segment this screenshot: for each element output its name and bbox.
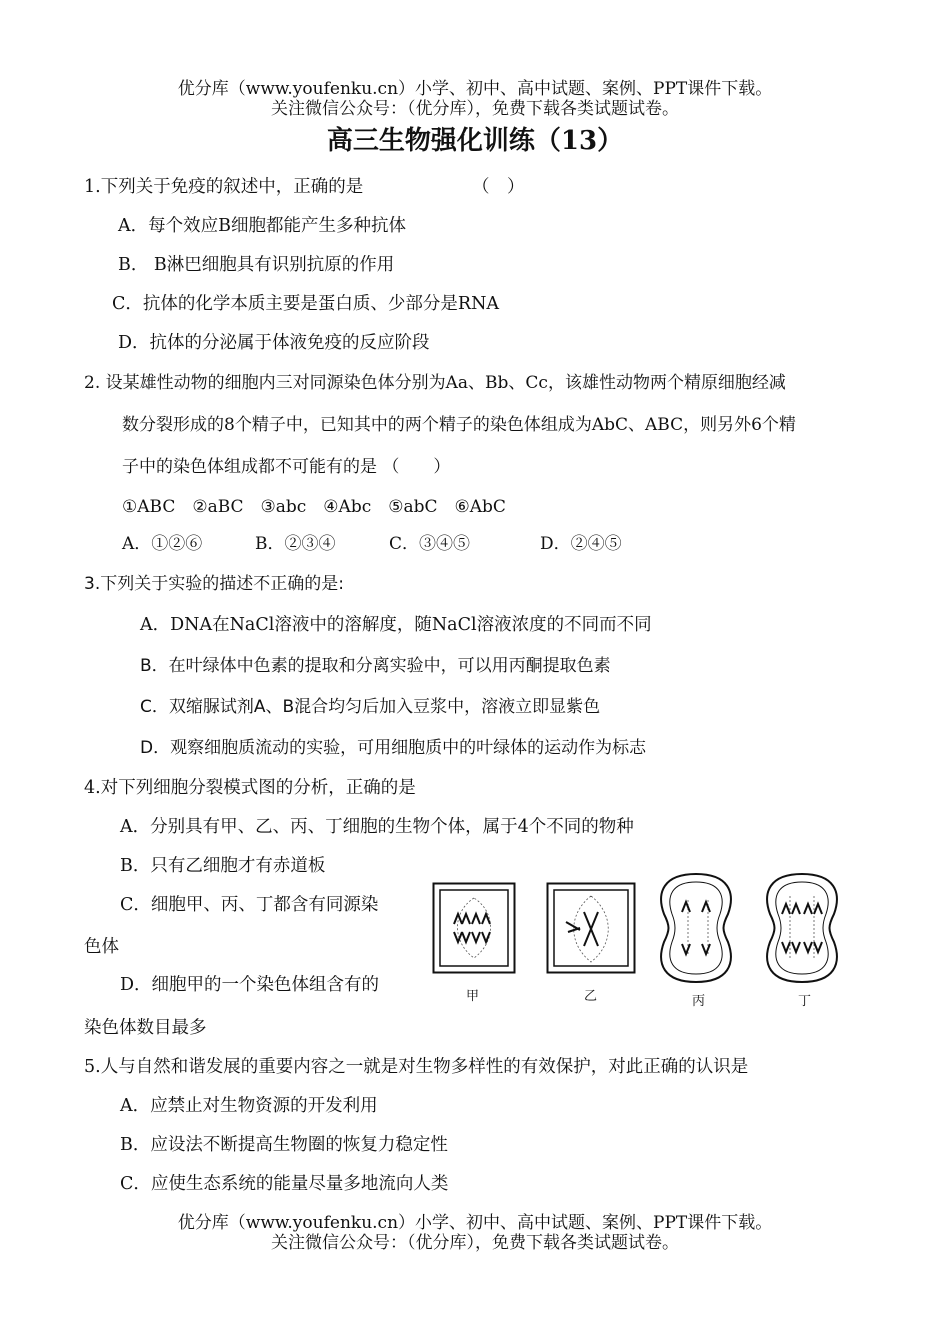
q4-stem: 4.对下列细胞分裂模式图的分析，正确的是 <box>84 778 416 798</box>
q5-option-b: B．应设法不断提高生物圈的恢复力稳定性 <box>120 1135 448 1155</box>
q2-option-c: C．③④⑤ <box>389 534 471 554</box>
q1-answer-blank: （ ） <box>472 177 525 197</box>
q1-option-c: C．抗体的化学本质主要是蛋白质、少部分是RNA <box>112 294 500 314</box>
figure-label-bing: 丙 <box>692 994 706 1009</box>
q2-option-b: B．②③④ <box>255 534 336 554</box>
q2-items: ①ABC ②aBC ③abc ④Abc ⑤abC ⑥AbC <box>122 497 506 517</box>
q1-stem: 1.下列关于免疫的叙述中，正确的是 <box>84 177 364 197</box>
q5-option-a: A．应禁止对生物资源的开发利用 <box>120 1096 378 1116</box>
figure-label-jia: 甲 <box>466 989 480 1004</box>
q3-option-a: A．DNA在NaCl溶液中的溶解度，随NaCl溶液浓度的不同而不同 <box>140 615 652 635</box>
q5-stem: 5.人与自然和谐发展的重要内容之一就是对生物多样性的有效保护，对此正确的认识是 <box>84 1057 749 1077</box>
q2-option-d: D．②④⑤ <box>540 534 622 554</box>
footer-line-2: 关注微信公众号：（优分库），免费下载各类试题试卷。 <box>271 1233 679 1253</box>
q4-option-d-line-1: D．细胞甲的一个染色体组含有的 <box>120 975 380 995</box>
cell-figure-yi <box>546 882 636 974</box>
q4-option-d-line-2: 染色体数目最多 <box>84 1018 207 1038</box>
q2-stem-line-1: 2. 设某雄性动物的细胞内三对同源染色体分别为Aa、Bb、Cc，该雄性动物两个精原细胞经减 <box>84 373 786 393</box>
footer-line-1: 优分库（www.youfenku.cn）小学、初中、高中试题、案例、PPT课件下载。 <box>177 1213 773 1233</box>
q4-option-a: A．分别具有甲、乙、丙、丁细胞的生物个体，属于4个不同的物种 <box>120 817 634 837</box>
header-line-1: 优分库（www.youfenku.cn）小学、初中、高中试题、案例、PPT课件下载。 <box>177 79 773 99</box>
header-line-2: 关注微信公众号：（优分库），免费下载各类试题试卷。 <box>271 99 679 119</box>
cell-figure-ding <box>760 870 844 986</box>
q1-option-b: B． B淋巴细胞具有识别抗原的作用 <box>118 255 395 275</box>
q2-stem-line-3: 子中的染色体组成都不可能有的是 （ ） <box>122 457 451 477</box>
figure-label-ding: 丁 <box>798 994 812 1009</box>
q2-option-a: A．①②⑥ <box>122 534 203 554</box>
q4-option-c-line-2: 色体 <box>84 937 119 957</box>
cell-figure-jia <box>432 882 516 974</box>
page-title: 高三生物强化训练（13） <box>326 126 624 156</box>
q3-option-b: B．在叶绿体中色素的提取和分离实验中，可以用丙酮提取色素 <box>140 656 611 676</box>
q4-option-c-line-1: C．细胞甲、丙、丁都含有同源染 <box>120 895 379 915</box>
cell-figure-bing <box>654 870 738 986</box>
q1-option-d: D．抗体的分泌属于体液免疫的反应阶段 <box>118 333 430 353</box>
q3-option-c: C．双缩脲试剂A、B混合均匀后加入豆浆中，溶液立即显紫色 <box>140 697 601 717</box>
q3-stem: 3.下列关于实验的描述不正确的是: <box>84 574 344 594</box>
q3-option-d: D．观察细胞质流动的实验，可用细胞质中的叶绿体的运动作为标志 <box>140 738 647 758</box>
q5-option-c: C．应使生态系统的能量尽量多地流向人类 <box>120 1174 449 1194</box>
q2-stem-line-2: 数分裂形成的8个精子中，已知其中的两个精子的染色体组成为AbC、ABC，则另外6个精 <box>122 415 796 435</box>
q4-option-b: B．只有乙细胞才有赤道板 <box>120 856 326 876</box>
q1-option-a: A．每个效应B细胞都能产生多种抗体 <box>118 216 406 236</box>
figure-label-yi: 乙 <box>584 989 598 1004</box>
